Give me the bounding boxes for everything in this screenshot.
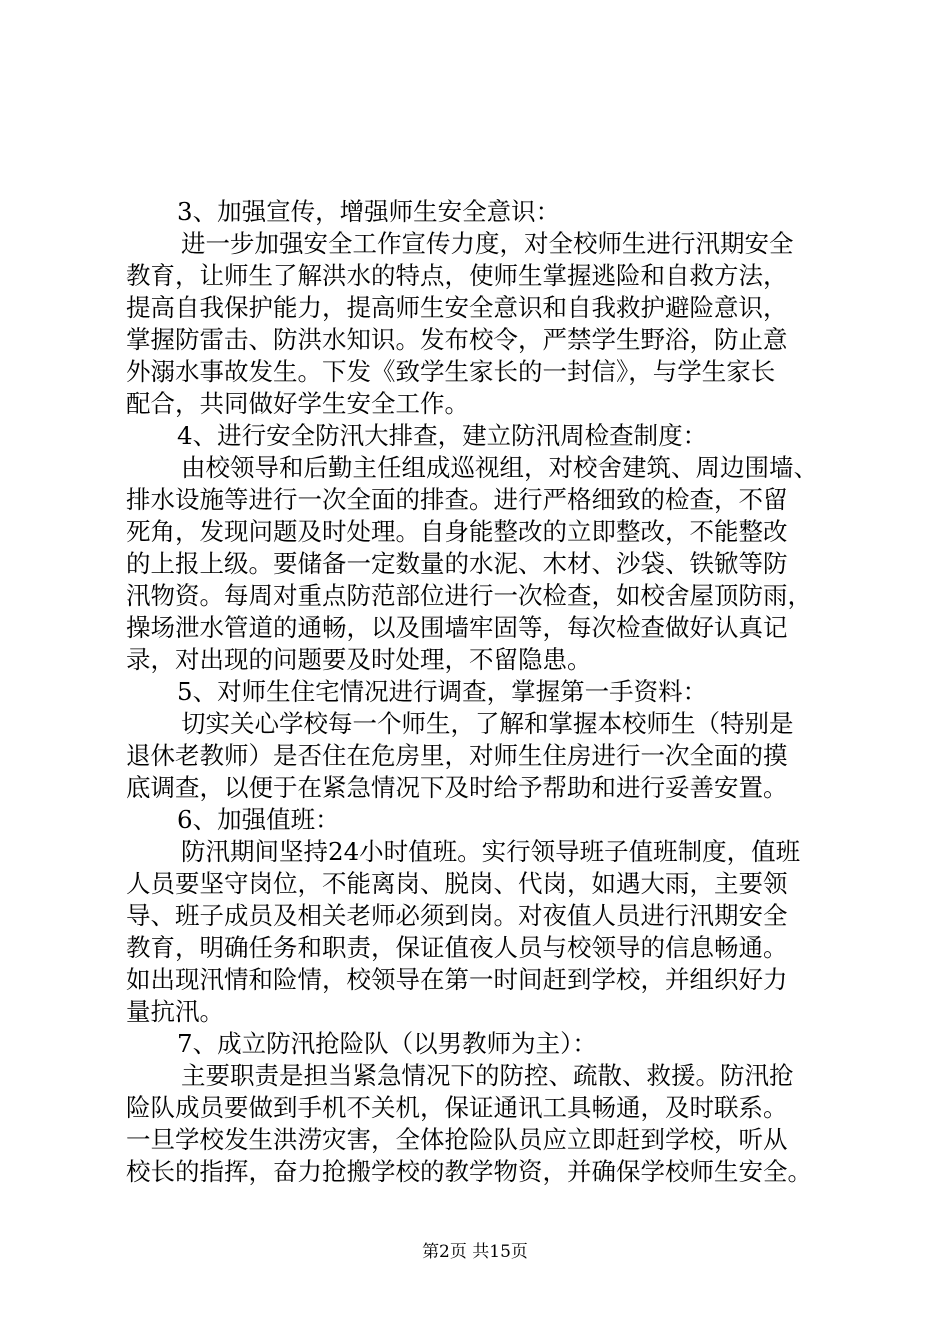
paragraph-line: 教育，让师生了解洪水的特点，使师生掌握逃险和自救方法， — [126, 261, 788, 290]
paragraph-line: 切实关心学校每一个师生，了解和掌握本校师生（特别是 — [181, 709, 794, 738]
paragraph-line: 的上报上级。要储备一定数量的水泥、木材、沙袋、铁锨等防 — [126, 549, 788, 578]
paragraph-line: 死角，发现问题及时处理。自身能整改的立即整改，不能整改 — [126, 517, 788, 546]
paragraph-line: 防汛期间坚持24小时值班。实行领导班子值班制度，值班 — [181, 837, 801, 866]
paragraph-line: 校长的指挥，奋力抢搬学校的教学物资，并确保学校师生安全。 — [126, 1157, 812, 1186]
paragraph-line: 排水设施等进行一次全面的排查。进行严格细致的检查，不留 — [126, 485, 788, 514]
paragraph-line: 配合，共同做好学生安全工作。 — [126, 389, 469, 418]
paragraph-line: 提高自我保护能力，提高师生安全意识和自我救护避险意识， — [126, 293, 788, 322]
paragraph-line: 人员要坚守岗位，不能离岗、脱岗、代岗，如遇大雨，主要领 — [126, 869, 788, 898]
paragraph-line: 操场泄水管道的通畅，以及围墙牢固等，每次检查做好认真记 — [126, 613, 788, 642]
paragraph-line: 教育，明确任务和职责，保证值夜人员与校领导的信息畅通。 — [126, 933, 788, 962]
paragraph-line: 外溺水事故发生。下发《致学生家长的一封信》，与学生家长 — [126, 357, 776, 386]
document-body — [126, 196, 836, 1188]
paragraph-line: 一旦学校发生洪涝灾害，全体抢险队员应立即赶到学校，听从 — [126, 1125, 788, 1154]
section-heading-4: 4、进行安全防汛大排查，建立防汛周检查制度： — [177, 421, 708, 450]
section-heading-3: 3、加强宣传，增强师生安全意识： — [177, 197, 561, 226]
page-number-footer: 第2页 共15页 — [422, 1242, 528, 1262]
paragraph-line: 底调查，以便于在紧急情况下及时给予帮助和进行妥善安置。 — [126, 773, 788, 802]
paragraph-line: 导、班子成员及相关老师必须到岗。对夜值人员进行汛期安全 — [126, 901, 788, 930]
section-heading-6: 6、加强值班： — [177, 805, 340, 834]
paragraph-line: 险队成员要做到手机不关机，保证通讯工具畅通，及时联系。 — [126, 1093, 788, 1122]
section-heading-5: 5、对师生住宅情况进行调查，掌握第一手资料： — [177, 677, 708, 706]
paragraph-line: 掌握防雷击、防洪水知识。发布校令，严禁学生野浴，防止意 — [126, 325, 788, 354]
section-heading-7: 7、成立防汛抢险队（以男教师为主）： — [177, 1029, 597, 1058]
paragraph-line: 由校领导和后勤主任组成巡视组，对校舍建筑、周边围墙、 — [181, 453, 818, 482]
paragraph-line: 汛物资。每周对重点防范部位进行一次检查，如校舍屋顶防雨， — [126, 581, 812, 610]
paragraph-line: 如出现汛情和险情，校领导在第一时间赶到学校，并组织好力 — [126, 965, 788, 994]
paragraph-line: 主要职责是担当紧急情况下的防控、疏散、救援。防汛抢 — [181, 1061, 794, 1090]
paragraph-line: 进一步加强安全工作宣传力度，对全校师生进行汛期安全 — [181, 229, 794, 258]
paragraph-line: 量抗汛。 — [126, 997, 224, 1026]
paragraph-line: 录，对出现的问题要及时处理，不留隐患。 — [126, 645, 592, 674]
paragraph-line: 退休老教师）是否住在危房里，对师生住房进行一次全面的摸 — [126, 741, 788, 770]
